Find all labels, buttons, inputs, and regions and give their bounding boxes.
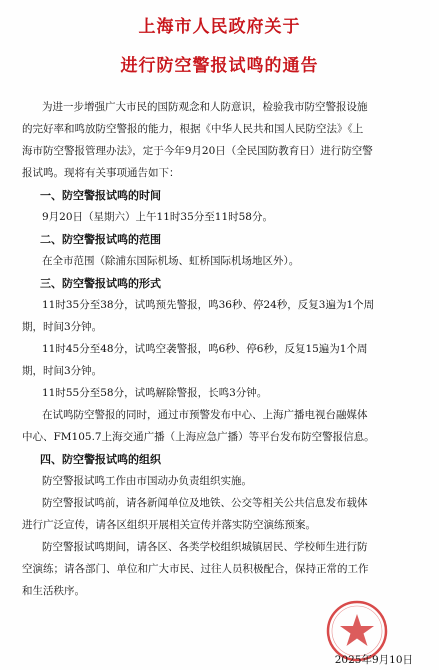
org-line: 进行广泛宣传，请各区组织开展相关宣传并落实防空演练预案。 — [22, 519, 316, 531]
form-broadcast-line: 中心、FM105.7上海交通广播（上海应急广播）等平台发布防空警报信息。 — [22, 431, 375, 443]
form-airraid-line: 期，时间3分钟。 — [22, 365, 103, 377]
intro-line: 报试鸣。现将有关事项通告如下： — [22, 167, 180, 179]
form-airraid-line: 11时45分至48分，试鸣空袭警报，鸣6秒、停6秒，反复15遍为1个周 — [42, 343, 368, 355]
intro-line: 为进一步增强广大市民的国防观念和人防意识，检验我市防空警报设施 — [42, 101, 368, 113]
notice-date: 2025年9月10日 — [334, 654, 413, 666]
form-preliminary-line: 期，时间3分钟。 — [22, 321, 103, 333]
org-line: 和生活秩序。 — [22, 585, 85, 597]
intro-line: 的完好率和鸣放防空警报的能力，根据《中华人民共和国人民防空法》《上 — [22, 123, 364, 135]
section-heading-time: 一、防空警报试鸣的时间 — [40, 189, 161, 202]
form-preliminary-line: 11时35分至38分，试鸣预先警报，鸣36秒、停24秒，反复3遍为1个周 — [42, 299, 375, 311]
form-broadcast-line: 在试鸣防空警报的同时，通过市预警发布中心、上海广播电视台融媒体 — [42, 409, 368, 421]
section-heading-scope: 二、防空警报试鸣的范围 — [40, 233, 161, 246]
notice-title-line1: 上海市人民政府关于 — [138, 17, 301, 37]
notice-title-line2: 进行防空警报试鸣的通告 — [120, 56, 319, 76]
section-time-text: 9月20日（星期六）上午11时35分至11时58分。 — [42, 211, 273, 223]
section-scope-text: 在全市范围（除浦东国际机场、虹桥国际机场地区外）。 — [42, 255, 300, 267]
org-line: 防空警报试鸣期间，请各区、各类学校组织城镇居民、学校师生进行防 — [42, 541, 368, 553]
org-line: 防空警报试鸣前，请各新闻单位及地铁、公交等相关公共信息发布载体 — [42, 497, 368, 509]
intro-line: 海市防空警报管理办法》，定于今年9月20日（全民国防教育日）进行防空警 — [22, 145, 373, 157]
org-line: 空演练；请各部门、单位和广大市民、过往人员积极配合，保持正常的工作 — [22, 563, 369, 575]
form-release-line: 11时55分至58分，试鸣解除警报，长鸣3分钟。 — [42, 387, 268, 399]
section-heading-form: 三、防空警报试鸣的形式 — [40, 277, 161, 290]
org-line: 防空警报试鸣工作由市国动办负责组织实施。 — [42, 475, 252, 487]
section-heading-organization: 四、防空警报试鸣的组织 — [40, 453, 161, 466]
